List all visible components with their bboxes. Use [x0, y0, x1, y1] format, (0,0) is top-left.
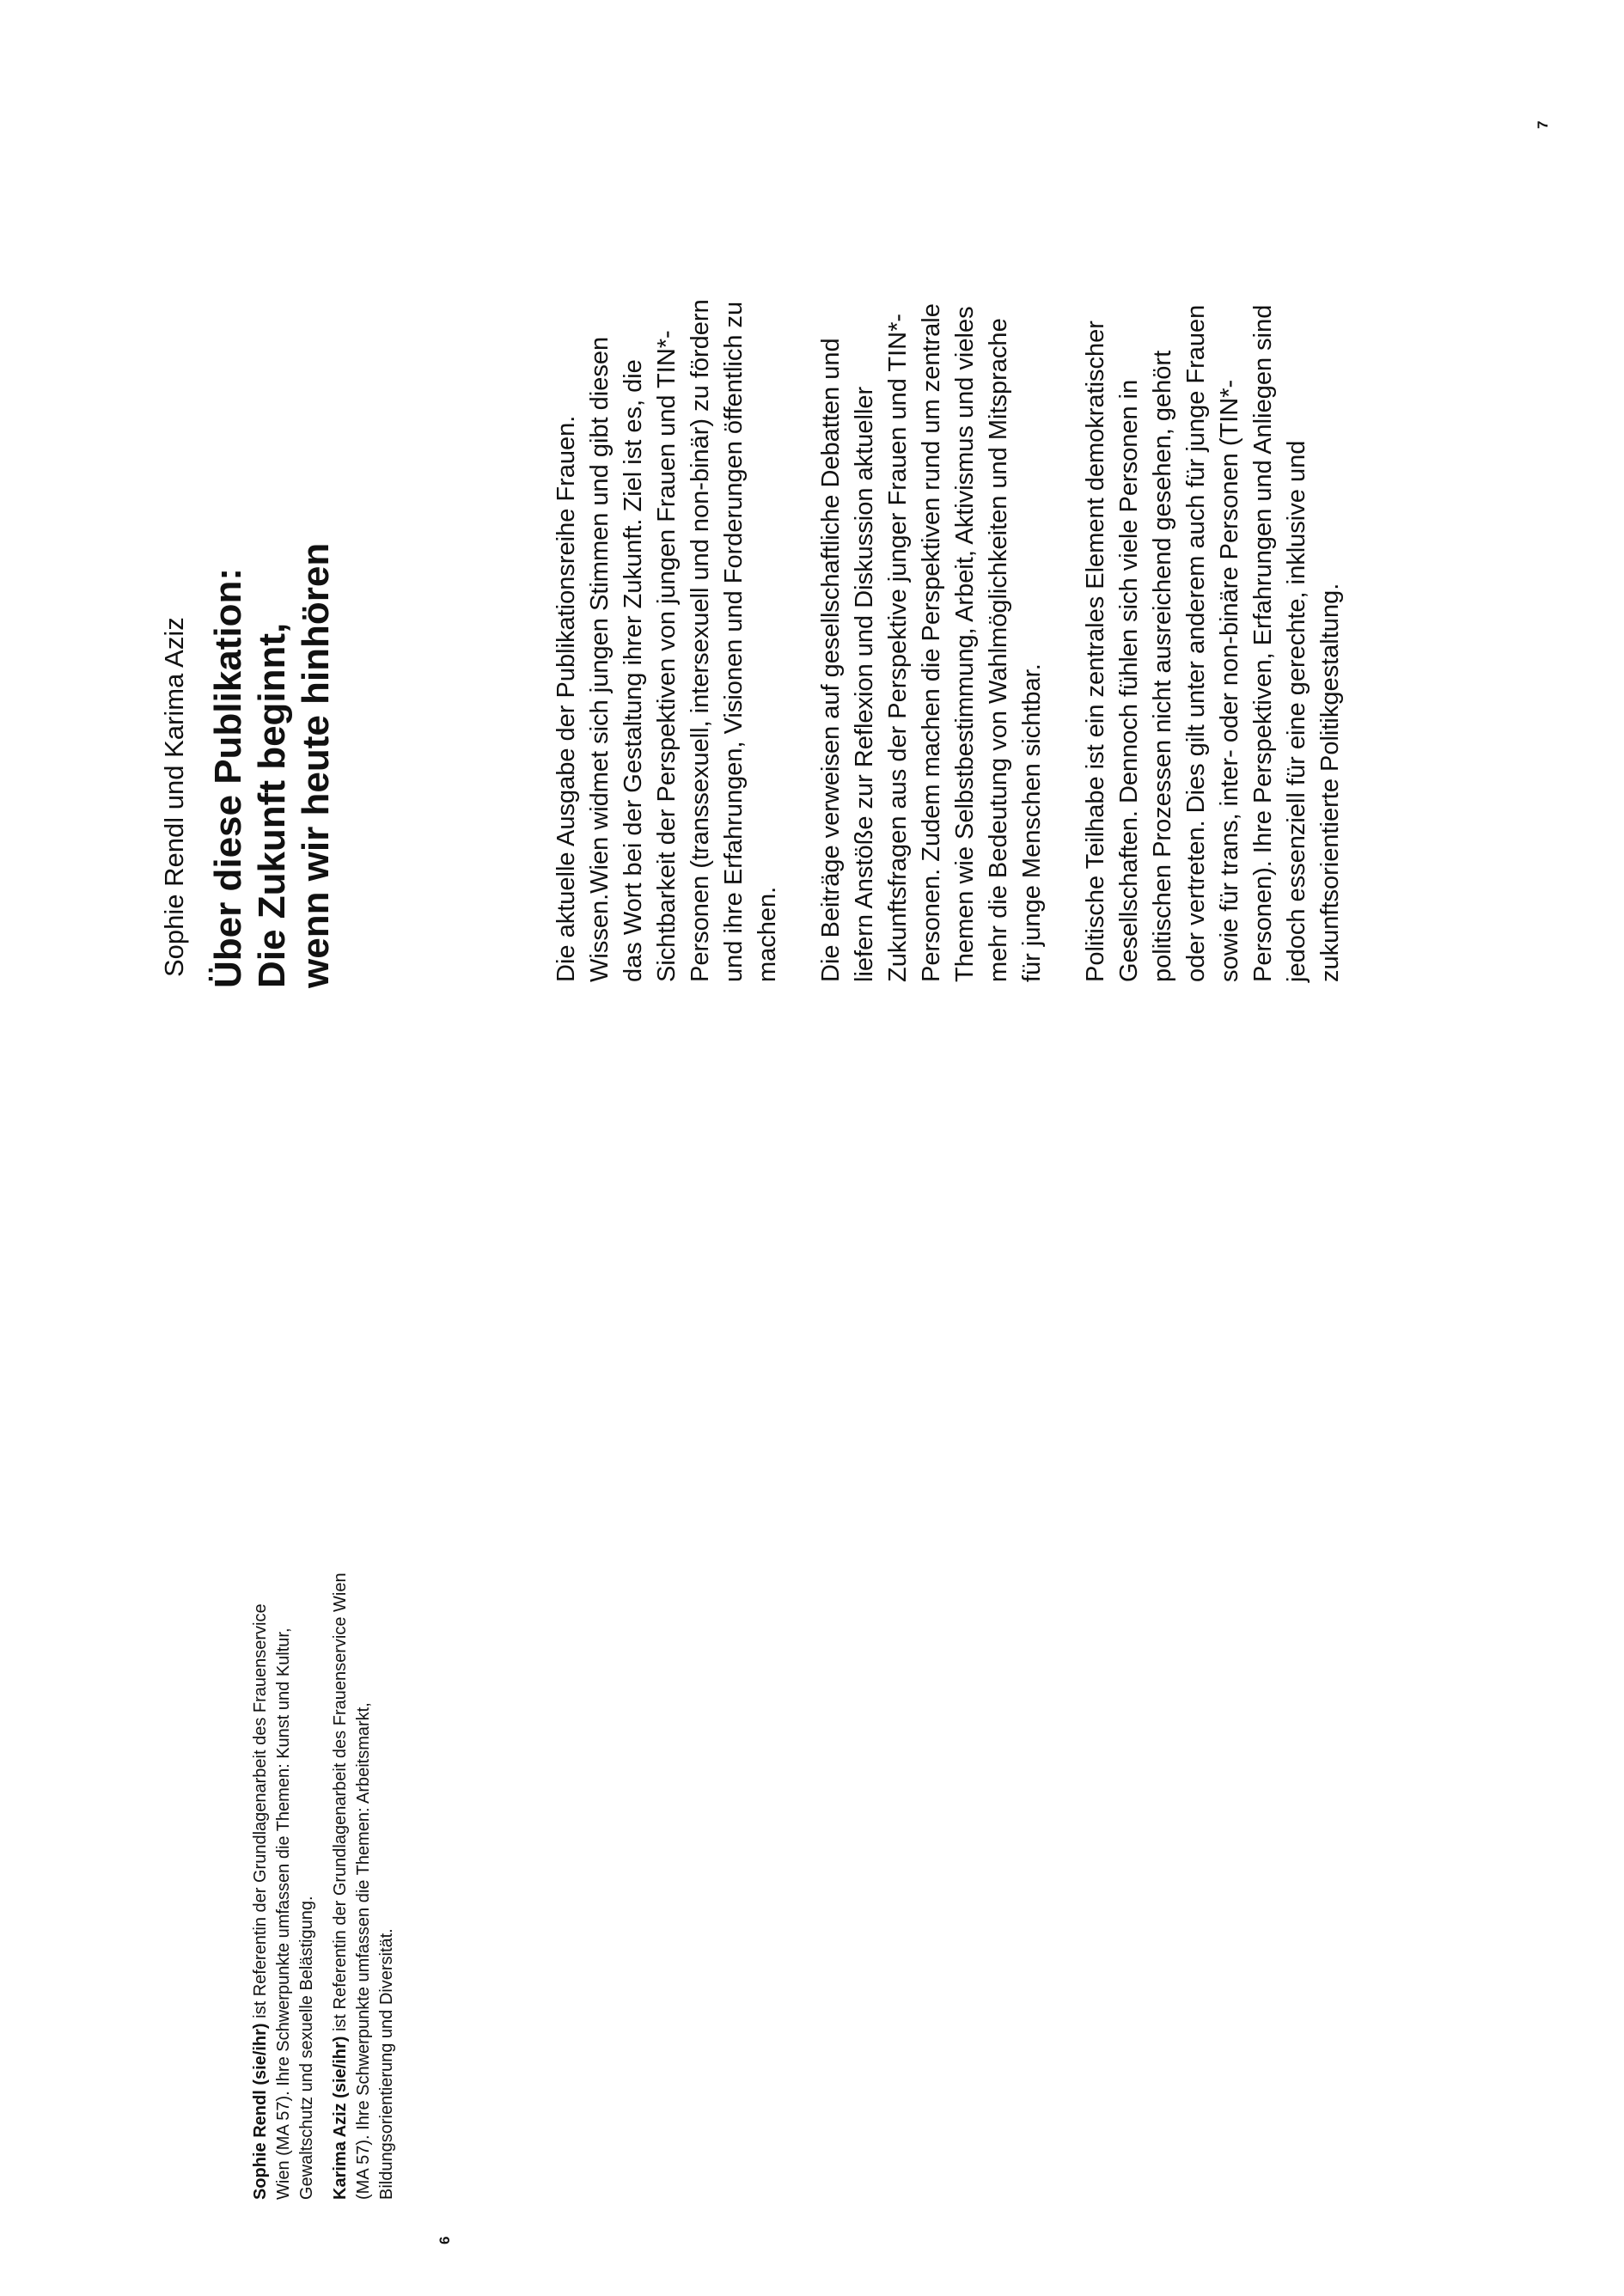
title-line-3: wenn wir heute hinhören [295, 542, 337, 988]
page-number-right: 7 [1535, 120, 1551, 129]
body-paragraph-2: Die Beiträge verweisen auf gesellschaftliche Debatten und liefern Anstöße zur Reflexion und Diskussion aktueller Zukunftsfragen aus der Perspektive junger Frauen und TIN*-Personen. Zudem machen die Perspektiven rund um zentrale Themen wie Selbstbestimmung, Arbeit, Aktivismus und vieles mehr die Bedeutung von Wahlmöglichkeiten und Mitsprache für junge Menschen sichtbar. [817, 303, 1046, 982]
bio-text: ist Referentin der Grundlagenarbeit des Frauenservice Wien (MA 57). Ihre Schwerpunkte umfassen die Themen: Arbeitsmarkt, Bildungsorientierung und Diversität. [331, 1572, 396, 2200]
article-title [206, 543, 338, 988]
body-paragraph-1: Die aktuelle Ausgabe der Publikationsreihe Frauen. Wissen.Wien widmet sich jungen Stimmen und gibt diesen das Wort bei der Gestaltung ihrer Zukunft. Ziel ist es, die Sichtbarkeit der Perspektiven von jungen Frauen und TIN*-Personen (transsexuell, intersexuell und non-binär) zu fördern und ihre Erfahrungen, Visionen und Forderungen öffentlich zu machen. [553, 299, 781, 982]
bio-sophie-rendl [249, 1564, 319, 2200]
body-paragraph-3: Politische Teilhabe ist ein zentrales Element demokratischer Gesellschaften. Dennoch fühlen sich viele Personen in politischen Prozessen nicht ausreichend gesehen, gehört oder vertreten. Dies gilt unter anderem auch für junge Frauen sowie für trans, inter- oder non-binäre Personen (TIN*-Personen). Ihre Perspektiven, Erfahrungen und Anliegen sind jedoch essenziell für eine gerechte, inklusive und zukunftsorientierte Politikgestaltung. [1082, 304, 1344, 982]
bio-name: Sophie Rendl (sie/ihr) [251, 2023, 270, 2200]
bio-name: Karima Aziz (sie/ihr) [331, 2036, 350, 2200]
page-number-left: 6 [437, 2236, 453, 2244]
bio-text: ist Referentin der Grundlagenarbeit des Frauenservice Wien (MA 57). Ihre Schwerpunkte umfassen die Themen: Kunst und Kultur, Gewaltschutz und sexuelle Belästigung. [251, 1603, 316, 2200]
bio-karima-aziz [329, 1564, 399, 2200]
authors-line: Sophie Rendl und Karima Aziz [159, 617, 189, 977]
article-body [550, 295, 1377, 982]
title-line-2: Die Zukunft beginnt, [251, 622, 293, 988]
author-bios [249, 1564, 409, 2200]
title-line-1: Über diese Publikation: [207, 568, 249, 988]
